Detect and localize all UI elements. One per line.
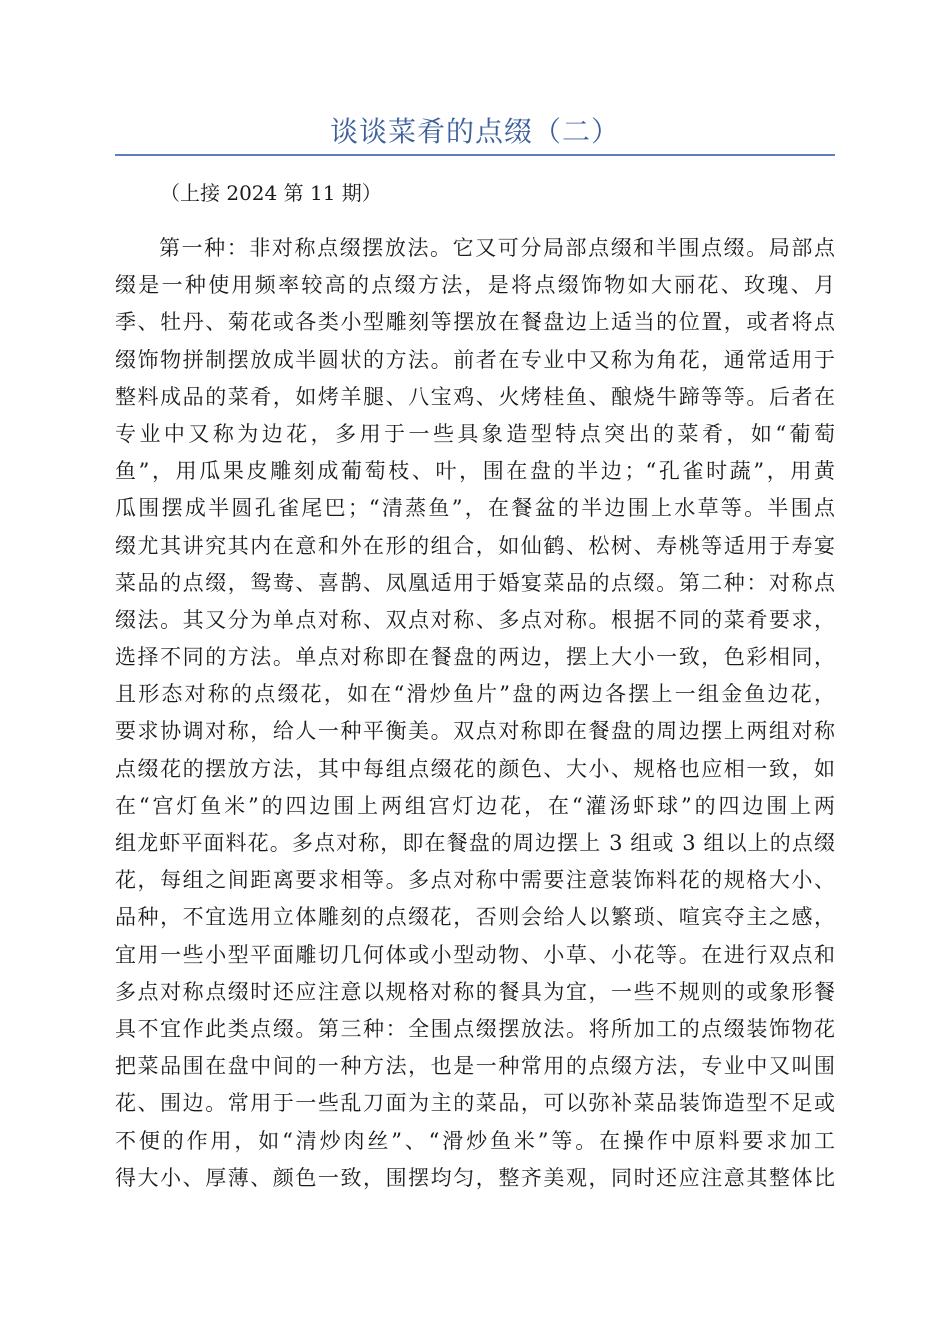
body-line: 缀饰物拼制摆放成半圆状的方法。前者在专业中又称为角花，通常适用于 <box>115 347 835 372</box>
body-line: 花、围边。常用于一些乱刀面为主的菜品，可以弥补菜品装饰造型不足或 <box>115 1091 835 1116</box>
body-line: 瓜围摆成半圆孔雀尾巴；“清蒸鱼”，在餐盆的半边围上水草等。半围点 <box>115 496 835 521</box>
body-line: 多点对称点缀时还应注意以规格对称的餐具为宜，一些不规则的或象形餐 <box>115 979 835 1004</box>
body-line: 缀法。其又分为单点对称、双点对称、多点对称。根据不同的菜肴要求， <box>115 607 835 632</box>
body-line: 得大小、厚薄、颜色一致，围摆均匀，整齐美观，同时还应注意其整体比 <box>115 1165 835 1190</box>
body-line: 点缀花的摆放方法，其中每组点缀花的颜色、大小、规格也应相一致，如 <box>115 756 835 781</box>
body-line: 季、牡丹、菊花或各类小型雕刻等摆放在餐盘边上适当的位置，或者将点 <box>115 310 835 335</box>
continued-from-note: （上接 2024 第 11 期） <box>160 181 382 205</box>
body-line: 要求协调对称，给人一种平衡美。双点对称即在餐盘的周边摆上两组对称 <box>115 719 835 744</box>
body-line: 把菜品围在盘中间的一种方法，也是一种常用的点缀方法，专业中又叫围 <box>115 1054 835 1079</box>
body-line: 鱼”，用瓜果皮雕刻成葡萄枝、叶，围在盘的半边；“孔雀时蔬”，用黄 <box>115 459 835 484</box>
body-line: 在“宫灯鱼米”的四边围上两组宫灯边花，在“灌汤虾球”的四边围上两 <box>115 793 835 818</box>
body-line: 专业中又称为边花，多用于一些具象造型特点突出的菜肴，如“葡萄 <box>115 421 835 446</box>
body-line: 且形态对称的点缀花，如在“滑炒鱼片”盘的两边各摆上一组金鱼边花， <box>115 682 835 707</box>
article-title: 谈谈菜肴的点缀（二） <box>329 115 620 148</box>
body-line: 组龙虾平面料花。多点对称，即在餐盘的周边摆上 3 组或 3 组以上的点缀 <box>115 831 835 855</box>
body-line: 品种，不宜选用立体雕刻的点缀花，否则会给人以繁琐、喧宾夺主之感， <box>115 905 835 930</box>
body-line: 不便的作用，如“清炒肉丝”、“滑炒鱼米”等。在操作中原料要求加工 <box>115 1128 835 1153</box>
body-line: 缀尤其讲究其内在意和外在形的组合，如仙鹤、松树、寿桃等适用于寿宴 <box>115 533 835 558</box>
article-body <box>115 230 835 1197</box>
body-line: 花，每组之间距离要求相等。多点对称中需要注意装饰料花的规格大小、 <box>115 868 835 893</box>
title-underline <box>115 154 835 156</box>
body-line: 菜品的点缀，鸳鸯、喜鹊、凤凰适用于婚宴菜品的点缀。第二种：对称点 <box>115 570 835 595</box>
body-line: 整料成品的菜肴，如烤羊腿、八宝鸡、火烤桂鱼、酿烧牛蹄等等。后者在 <box>115 384 835 409</box>
body-line: 缀是一种使用频率较高的点缀方法，是将点缀饰物如大丽花、玫瑰、月 <box>115 273 835 298</box>
body-line: 具不宜作此类点缀。第三种：全围点缀摆放法。将所加工的点缀装饰物花 <box>115 1016 835 1041</box>
body-line: 宜用一些小型平面雕切几何体或小型动物、小草、小花等。在进行双点和 <box>115 942 835 967</box>
body-line: 选择不同的方法。单点对称即在餐盘的两边，摆上大小一致，色彩相同， <box>115 645 835 670</box>
body-line: 第一种：非对称点缀摆放法。它又可分局部点缀和半围点缀。局部点 <box>159 236 835 260</box>
